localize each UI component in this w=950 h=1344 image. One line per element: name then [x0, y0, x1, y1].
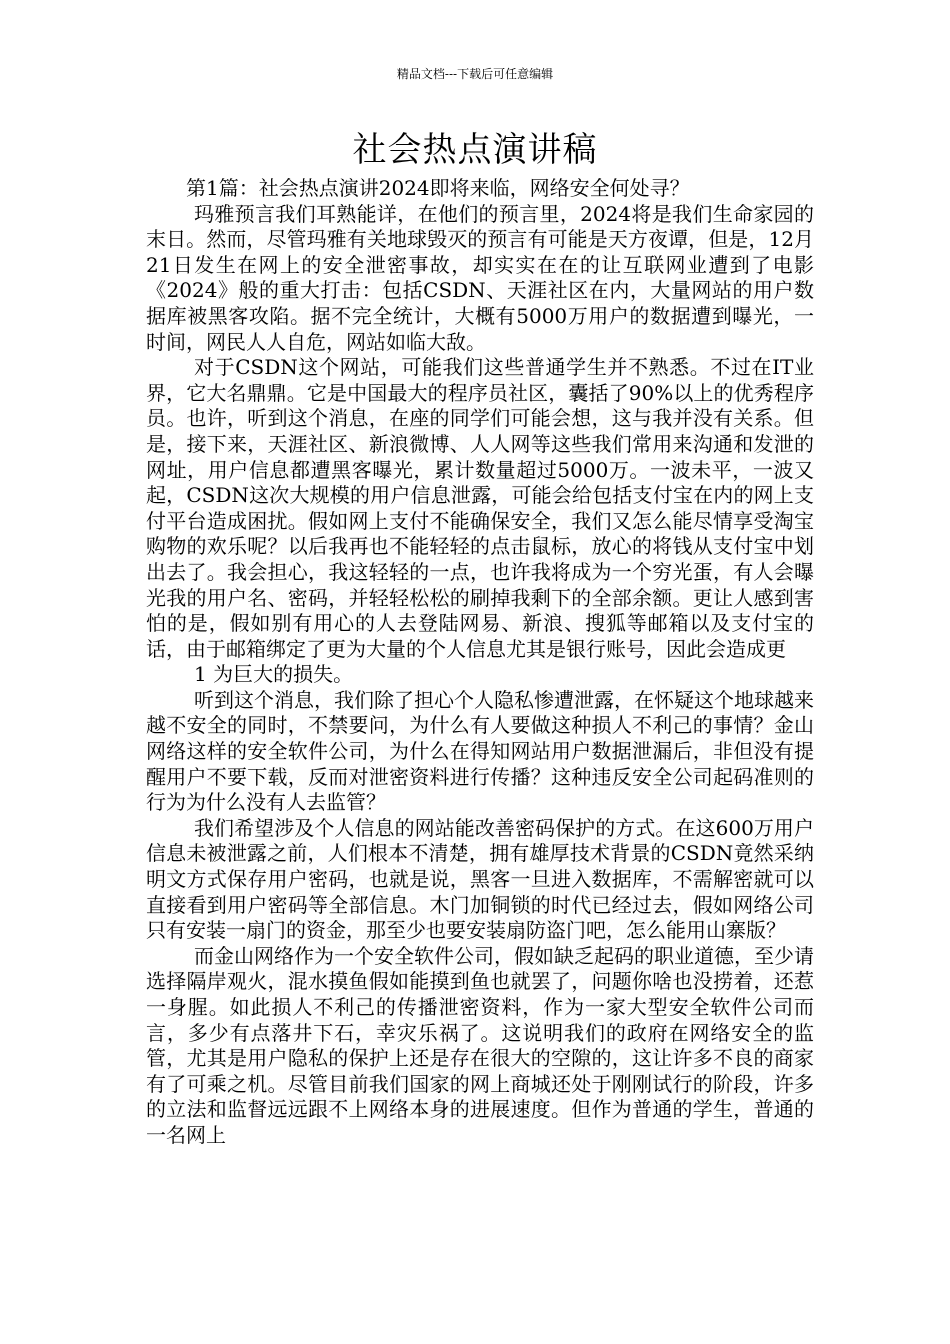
paragraph: 听到这个消息，我们除了担心个人隐私惨遭泄露，在怀疑这个地球越来越不安全的同时，不禁要问，为什么有人要做这种损人不利己的事情？金山网络这样的安全软件公司，为什么在得知网站用户数据泄漏后，非但没有提醒用户不要下载，反而对泄密资料进行传播？这种违反安全公司起码准则的行为为什么没有人去监管？: [146, 687, 814, 815]
document-title: 社会热点演讲稿: [352, 130, 598, 170]
document-body: [146, 176, 814, 1149]
paragraph: 而金山网络作为一个安全软件公司，假如缺乏起码的职业道德，至少请选择隔岸观火，混水摸鱼假如能摸到鱼也就罢了，问题你啥也没捞着，还惹一身腥。如此损人不利己的传播泄密资料，作为一家大型安全软件公司而言，多少有点落井下石，幸灾乐祸了。这说明我们的政府在网络安全的监管，尤其是用户隐私的保护上还是存在很大的空隙的，这让许多不良的商家有了可乘之机。尽管目前我们国家的网上商城还处于刚刚试行的阶段，许多的立法和监督远远跟不上网络本身的进展速度。但作为普通的学生，普通的一名网上: [146, 943, 814, 1147]
paragraph: 我们希望涉及个人信息的网站能改善密码保护的方式。在这600万用户信息未被泄露之前，人们根本不清楚，拥有雄厚技术背景的CSDN竟然采纳明文方式保存用户密码，也就是说，黑客一旦进入数据库，不需解密就可以直接看到用户密码等全部信息。木门加铜锁的时代已经过去，假如网络公司只有安装一扇门的资金，那至少也要安装扇防盗门吧，怎么能用山寨版？: [146, 815, 814, 943]
article-subtitle: 第1篇：社会热点演讲2024即将来临，网络安全何处寻？: [186, 176, 690, 200]
paragraph: 对于CSDN这个网站，可能我们这些普通学生并不熟悉。不过在IT业界，它大名鼎鼎。它是中国最大的程序员社区，囊括了90%以上的优秀程序员。也许，听到这个消息，在座的同学们可能会想，这与我并没有关系。但是，接下来，天涯社区、新浪微博、人人网等这些我们常用来沟通和发泄的网址，用户信息都遭黑客曝光，累计数量超过5000万。一波未平，一波又起，CSDN这次大规模的用户信息泄露，可能会给包括支付宝在内的网上支付平台造成困扰。假如网上支付不能确保安全，我们又怎么能尽情享受淘宝购物的欢乐呢？以后我再也不能轻轻的点击鼠标，放心的将钱从支付宝中划出去了。我会担心，我这轻轻的一点，也许我将成为一个穷光蛋，有人会曝光我的用户名、密码，并轻轻松松的刷掉我剩下的全部余额。更让人感到害怕的是，假如别有用心的人去登陆网易、新浪、搜狐等邮箱以及支付宝的话，由于邮箱绑定了更为大量的个人信息尤其是银行账号，因此会造成更: [146, 355, 814, 661]
paragraph: 1 为巨大的损失。: [194, 662, 354, 687]
header-note: 精品文档---下载后可任意编辑: [396, 67, 554, 81]
paragraph: 玛雅预言我们耳熟能详，在他们的预言里，2024将是我们生命家园的末日。然而，尽管玛雅有关地球毁灭的预言有可能是天方夜谭，但是，12月21日发生在网上的安全泄密事故，却实实在在的让互联网业遭到了电影《2024》般的重大打击：包括CSDN、天涯社区在内，大量网站的用户数据库被黑客攻陷。据不完全统计，大概有5000万用户的数据遭到曝光，一时间，网民人人自危，网站如临大敌。: [146, 201, 814, 354]
